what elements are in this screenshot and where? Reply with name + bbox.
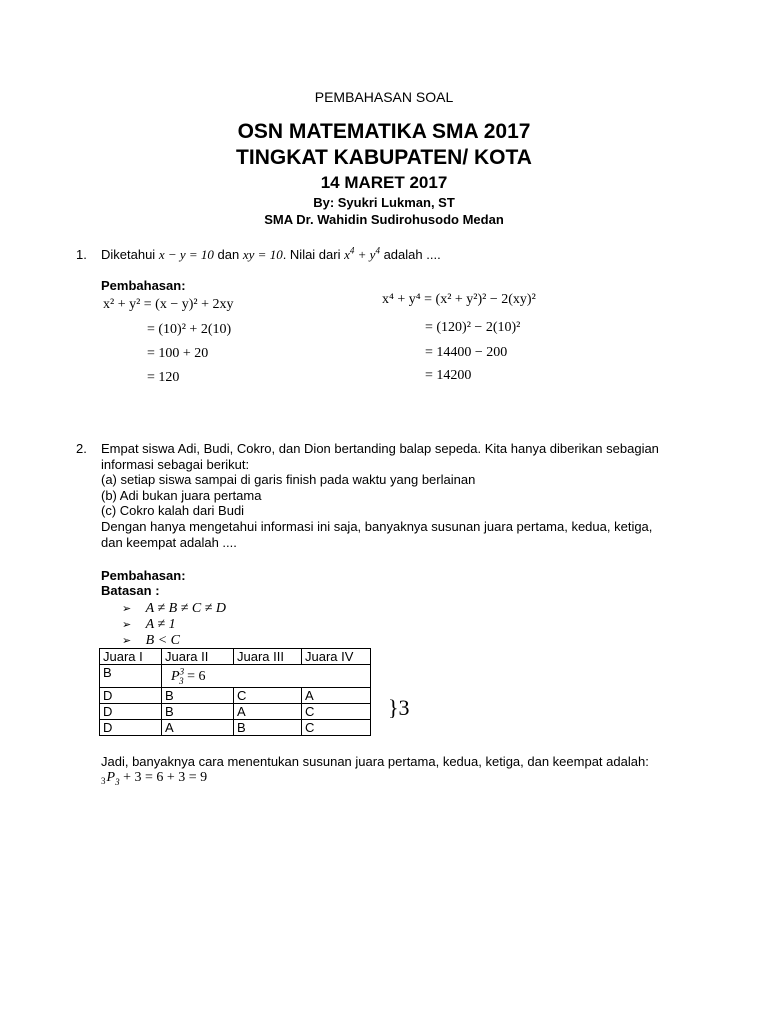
q2-item-a: (a) setiap siswa sampai di garis finish pada waktu yang berlainan: [101, 472, 476, 487]
q1-question: [101, 247, 441, 263]
table-cell: A: [234, 704, 302, 720]
q2-pembahasan: Pembahasan:: [101, 568, 186, 583]
table-cell: B: [234, 720, 302, 736]
q2-brace-label: }3: [388, 695, 410, 720]
doc-label: PEMBAHASAN SOAL: [314, 89, 454, 105]
q1-left-line3: = 100 + 20: [147, 346, 209, 361]
table-merged-cell: $P^3_3 = 6$: [162, 665, 371, 688]
table-row: [100, 665, 371, 688]
table-row: [100, 688, 371, 704]
q1-pembahasan: Pembahasan:: [101, 278, 186, 293]
table-row: [100, 720, 371, 736]
doc-school: SMA Dr. Wahidin Sudirohusodo Medan: [264, 212, 504, 227]
arrow-bullet-icon: ➢: [122, 619, 132, 631]
q1-question-mid: . Nilai dari: [282, 247, 341, 262]
q1-right-line4: = 14200: [425, 368, 472, 383]
arrow-bullet-icon: ➢: [122, 603, 132, 615]
q1-left-line2: = (10)² + 2(10): [147, 322, 232, 337]
ranking-table: [99, 648, 371, 736]
table-cell: B: [162, 688, 234, 704]
q2-item-c: (c) Cokro kalah dari Budi: [101, 503, 245, 518]
q2-line2: informasi sebagai berikut:: [101, 457, 250, 472]
q2-constraint-1: ➢ A ≠ B ≠ C ≠ D: [122, 601, 227, 616]
q1-number: 1.: [76, 247, 87, 262]
table-header-row: [100, 649, 371, 665]
q2-answer: $_3P_3 + 3 = 6 + 3 = 9$: [101, 770, 208, 787]
q1-left-line1: x² + y² = (x − y)² + 2xy: [103, 297, 234, 312]
q1-question-end: adalah ....: [383, 247, 441, 262]
table-cell: B: [100, 665, 162, 688]
table-cell: A: [162, 720, 234, 736]
doc-date: 14 MARET 2017: [320, 173, 448, 192]
table-cell: C: [302, 704, 371, 720]
table-cell: D: [100, 704, 162, 720]
table-header-cell: Juara IV: [302, 649, 371, 665]
table-cell: D: [100, 720, 162, 736]
table-header-cell: Juara I: [100, 649, 162, 665]
q1-cond2: xy = 10: [242, 247, 283, 262]
q2-batasan: Batasan :: [101, 583, 160, 598]
q2-number: 2.: [76, 441, 87, 456]
table-cell: A: [302, 688, 371, 704]
table-header-cell: Juara II: [162, 649, 234, 665]
q2-constraint-2: ➢ A ≠ 1: [122, 617, 176, 632]
table-cell: C: [234, 688, 302, 704]
q2-line7: dan keempat adalah ....: [101, 535, 237, 550]
q1-question-pre: Diketahui: [101, 247, 156, 262]
table-cell: B: [162, 704, 234, 720]
arrow-bullet-icon: ➢: [122, 635, 132, 647]
q2-line1: Empat siswa Adi, Budi, Cokro, dan Dion bertanding balap sepeda. Kita hanya diberikan sebagian: [101, 441, 659, 456]
doc-title-line2: TINGKAT KABUPATEN/ KOTA: [236, 146, 532, 169]
table-cell: C: [302, 720, 371, 736]
q1-right-line3: = 14400 − 200: [425, 345, 508, 360]
doc-title-line1: OSN MATEMATIKA SMA 2017: [237, 120, 531, 143]
q1-right-line2: = (120)² − 2(10)²: [425, 320, 521, 335]
q2-constraint-3: ➢ B < C: [122, 633, 181, 648]
table-header-cell: Juara III: [234, 649, 302, 665]
q1-left-line4: = 120: [147, 370, 180, 385]
q1-cond1: x − y = 10: [158, 247, 214, 262]
q1-right-line1: x⁴ + y⁴ = (x² + y²)² − 2(xy)²: [382, 292, 536, 307]
q2-conclusion: Jadi, banyaknya cara menentukan susunan juara pertama, kedua, ketiga, dan keempat adalah:: [101, 754, 649, 769]
doc-author: By: Syukri Lukman, ST: [313, 195, 455, 210]
q2-item-b: (b) Adi bukan juara pertama: [101, 488, 262, 503]
q2-line6: Dengan hanya mengetahui informasi ini saja, banyaknya susunan juara pertama, kedua, ketiga,: [101, 519, 653, 534]
table-row: [100, 704, 371, 720]
q1-and: dan: [217, 247, 240, 262]
q1-expr: $x^4 + y^4$: [344, 245, 380, 262]
table-cell: D: [100, 688, 162, 704]
